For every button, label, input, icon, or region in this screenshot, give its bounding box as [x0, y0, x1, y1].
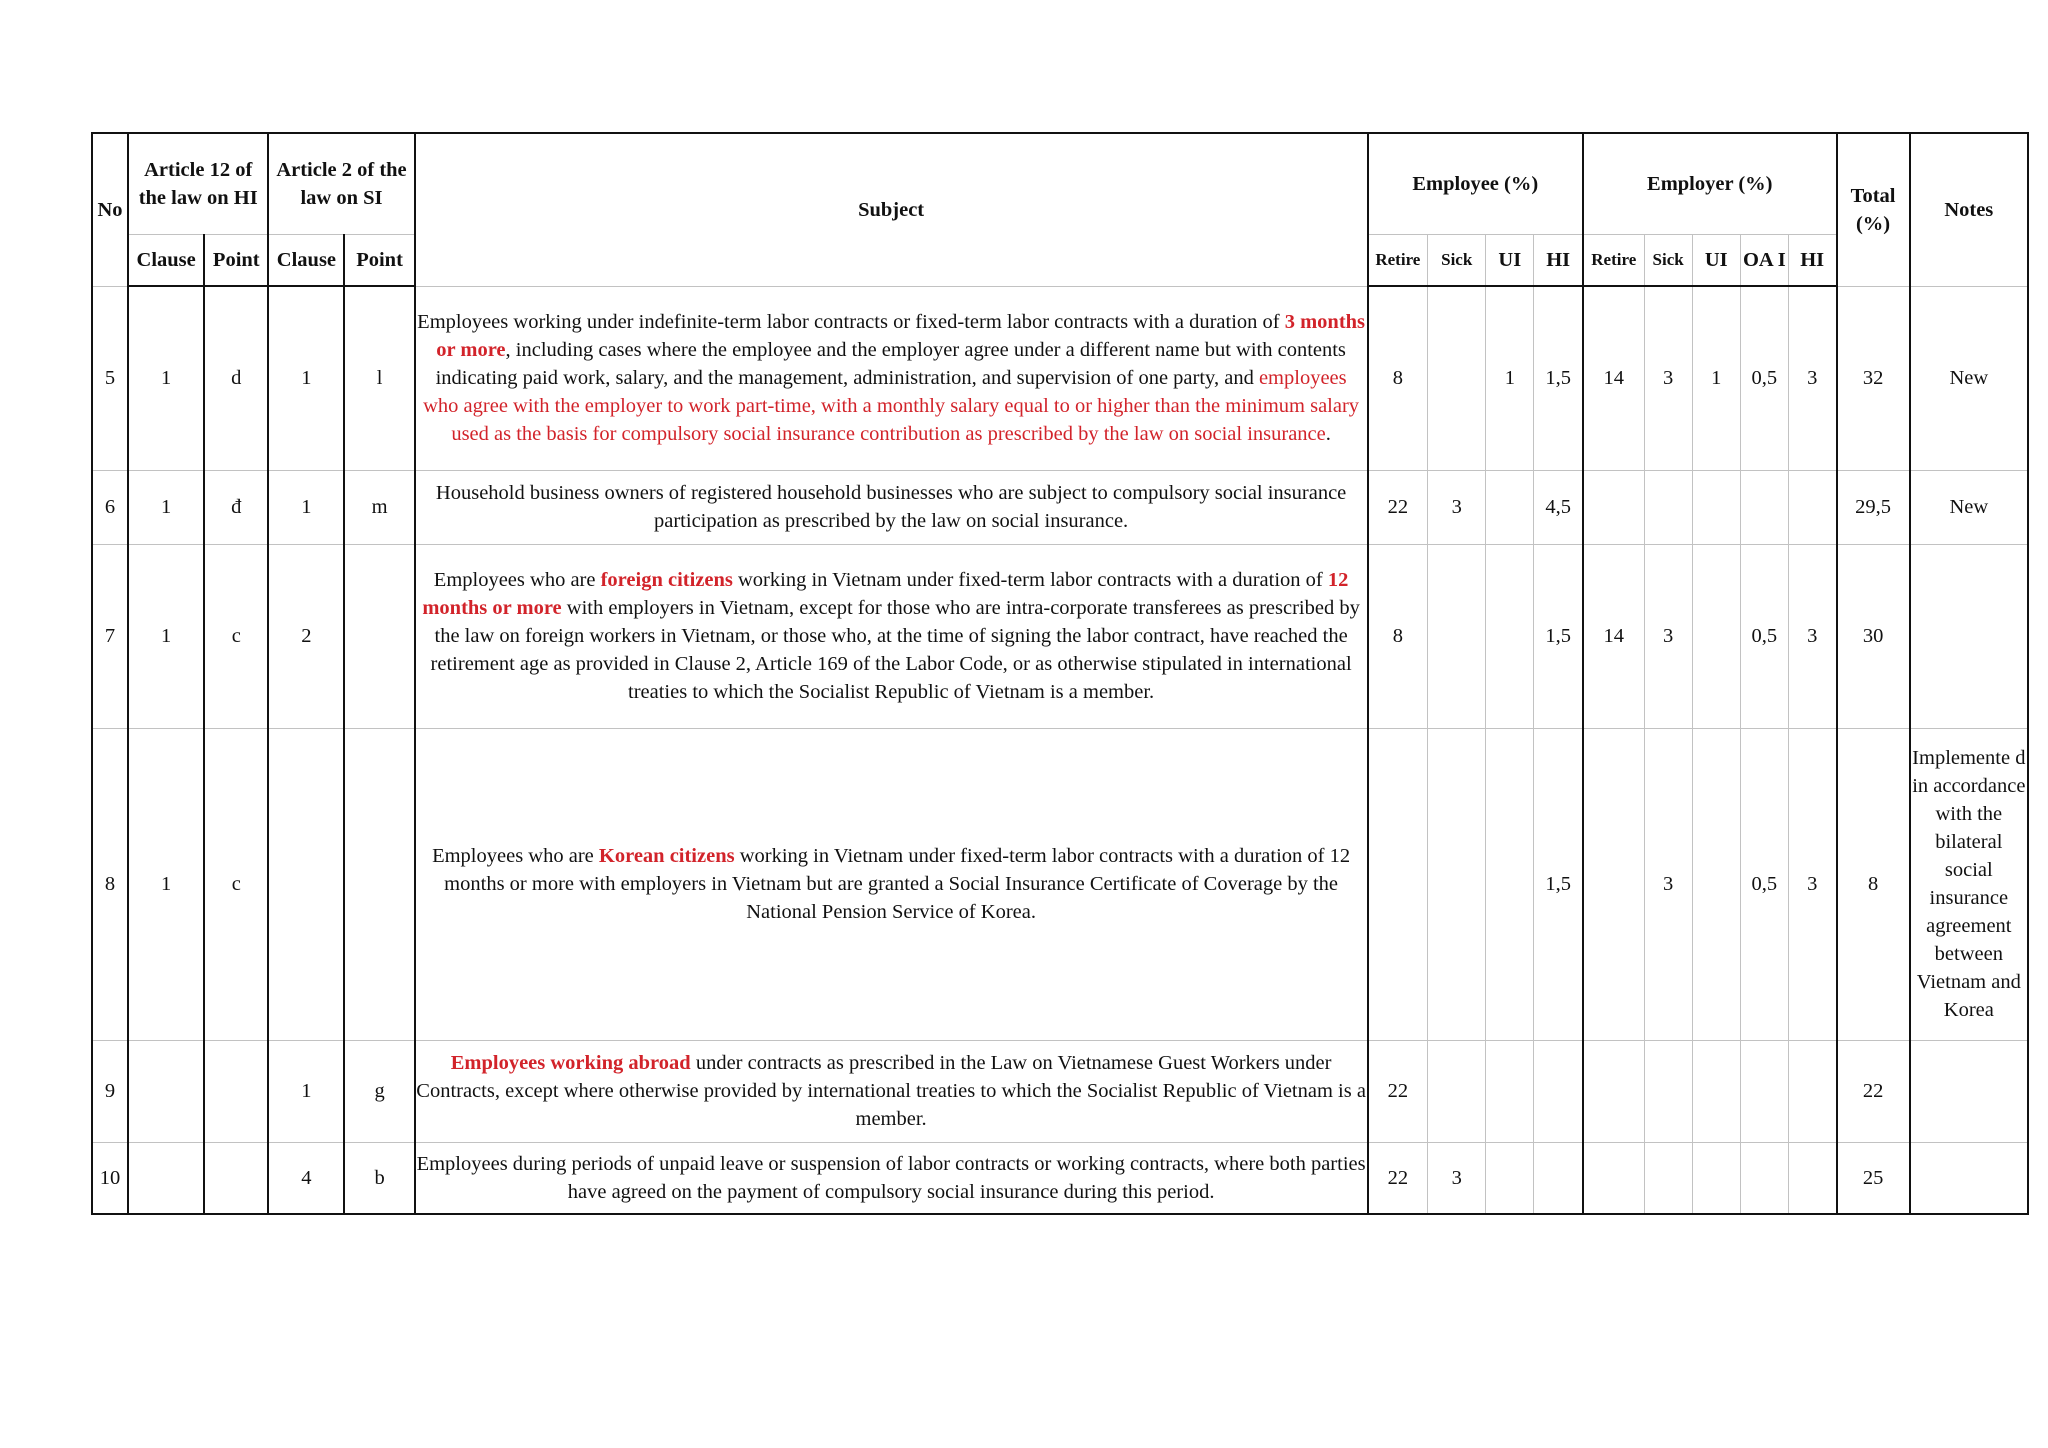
cell-ee-hi — [1534, 1040, 1583, 1142]
cell-er-retire — [1583, 1142, 1644, 1214]
header-no: No — [92, 133, 128, 286]
cell-ee-retire: 8 — [1368, 544, 1428, 728]
cell-ee-retire: 22 — [1368, 1040, 1428, 1142]
cell-ee-sick: 3 — [1428, 470, 1486, 544]
table-body — [92, 286, 2028, 1214]
cell-er-oai — [1740, 470, 1788, 544]
cell-no: 5 — [92, 286, 128, 470]
cell-subject — [415, 470, 1368, 544]
cell-si-point: l — [344, 286, 414, 470]
cell-ee-ui — [1486, 728, 1534, 1040]
cell-ee-ui: 1 — [1486, 286, 1534, 470]
subject-segment: Employees who are — [433, 569, 601, 591]
header-ee-hi: HI — [1534, 235, 1583, 287]
header-si-point: Point — [344, 235, 414, 287]
cell-er-hi: 3 — [1788, 286, 1836, 470]
subject-segment: employees who agree with the employer to work part-time, with a monthly salary equal to or higher than the minimum salary used as the basis for compulsory social insurance contribution as prescribed by the law on social insurance — [423, 367, 1360, 445]
cell-si-clause: 1 — [268, 1040, 344, 1142]
header-ee-sick: Sick — [1428, 235, 1486, 287]
cell-si-point — [344, 544, 414, 728]
table-row — [92, 728, 2028, 1040]
cell-subject — [415, 1142, 1368, 1214]
cell-ee-sick: 3 — [1428, 1142, 1486, 1214]
cell-si-point — [344, 728, 414, 1040]
cell-notes — [1910, 544, 2028, 728]
cell-hi-clause: 1 — [128, 544, 204, 728]
cell-hi-clause: 1 — [128, 470, 204, 544]
cell-hi-point: c — [204, 544, 268, 728]
subject-segment: under contracts as prescribed in the Law on Vietnamese Guest Workers under Contracts, except where otherwise provided by international treaties to which the Socialist Republic of Vietnam is a member. — [416, 1052, 1366, 1130]
subject-segment: Employees working abroad — [450, 1052, 691, 1074]
cell-total: 8 — [1837, 728, 1910, 1040]
cell-er-ui — [1692, 544, 1740, 728]
subject-segment: working in Vietnam under fixed-term labor contracts with a duration of 12 months or more with employers in Vietnam but are granted a Social Insurance Certificate of Coverage by the National Pension Service of Korea. — [444, 845, 1351, 923]
cell-er-sick: 3 — [1644, 728, 1692, 1040]
cell-er-ui: 1 — [1692, 286, 1740, 470]
subject-segment: working in Vietnam under fixed-term labor contracts with a duration of — [732, 569, 1328, 591]
cell-subject — [415, 286, 1368, 470]
header-employee: Employee (%) — [1368, 133, 1583, 235]
table-row — [92, 1142, 2028, 1214]
cell-hi-point: c — [204, 728, 268, 1040]
cell-er-hi — [1788, 1142, 1836, 1214]
subject-segment: Employees who are — [432, 845, 599, 867]
table-row — [92, 544, 2028, 728]
cell-si-clause: 4 — [268, 1142, 344, 1214]
subject-segment: Household business owners of registered household businesses who are subject to compulsory social insurance participation as prescribed by the law on social insurance. — [435, 482, 1347, 532]
cell-si-clause: 1 — [268, 470, 344, 544]
header-notes: Notes — [1910, 133, 2028, 286]
header-er-ui: UI — [1692, 235, 1740, 287]
cell-er-retire: 14 — [1583, 544, 1644, 728]
header-si-clause: Clause — [268, 235, 344, 287]
cell-ee-sick — [1428, 728, 1486, 1040]
cell-ee-retire: 22 — [1368, 1142, 1428, 1214]
header-total: Total (%) — [1837, 133, 1910, 286]
cell-er-sick — [1644, 1142, 1692, 1214]
header-hi-article: Article 12 of the law on HI — [128, 133, 268, 235]
cell-si-point: b — [344, 1142, 414, 1214]
cell-ee-ui — [1486, 544, 1534, 728]
cell-er-retire — [1583, 470, 1644, 544]
cell-er-sick — [1644, 1040, 1692, 1142]
subject-segment: 3 months or more — [436, 311, 1366, 361]
cell-no: 6 — [92, 470, 128, 544]
header-subject: Subject — [415, 133, 1368, 286]
cell-er-retire — [1583, 728, 1644, 1040]
cell-hi-point — [204, 1142, 268, 1214]
cell-er-sick: 3 — [1644, 544, 1692, 728]
header-si-article: Article 2 of the law on SI — [268, 133, 414, 235]
cell-si-clause: 1 — [268, 286, 344, 470]
cell-total: 22 — [1837, 1040, 1910, 1142]
cell-subject — [415, 544, 1368, 728]
cell-ee-hi: 4,5 — [1534, 470, 1583, 544]
header-er-retire: Retire — [1583, 235, 1644, 287]
cell-er-retire — [1583, 1040, 1644, 1142]
cell-si-point: m — [344, 470, 414, 544]
cell-ee-hi — [1534, 1142, 1583, 1214]
cell-er-sick: 3 — [1644, 286, 1692, 470]
subject-segment: with employers in Vietnam, except for those who are intra-corporate transferees as prescribed by the law on foreign workers in Vietnam, or those who, at the time of signing the labor contract, have reached the retirement age as provided in Clause 2, Article 169 of the Labor Code, or as otherwise stipulated in international treaties to which the Socialist Republic of Vietnam is a member. — [430, 597, 1360, 703]
cell-hi-point: đ — [204, 470, 268, 544]
cell-hi-clause: 1 — [128, 728, 204, 1040]
header-er-sick: Sick — [1644, 235, 1692, 287]
cell-ee-retire: 22 — [1368, 470, 1428, 544]
cell-notes: New — [1910, 470, 2028, 544]
cell-ee-retire — [1368, 728, 1428, 1040]
cell-no: 7 — [92, 544, 128, 728]
cell-notes: Implemente d in accordance with the bilateral social insurance agreement between Vietnam and Korea — [1910, 728, 2028, 1040]
cell-er-hi — [1788, 1040, 1836, 1142]
cell-ee-sick — [1428, 544, 1486, 728]
cell-er-retire: 14 — [1583, 286, 1644, 470]
cell-hi-point: d — [204, 286, 268, 470]
cell-er-oai: 0,5 — [1740, 286, 1788, 470]
cell-si-clause — [268, 728, 344, 1040]
cell-hi-clause — [128, 1040, 204, 1142]
cell-no: 9 — [92, 1040, 128, 1142]
cell-er-oai — [1740, 1040, 1788, 1142]
cell-ee-hi: 1,5 — [1534, 286, 1583, 470]
cell-ee-ui — [1486, 1040, 1534, 1142]
header-er-hi: HI — [1788, 235, 1836, 287]
cell-ee-ui — [1486, 1142, 1534, 1214]
subject-segment: Employees working under indefinite-term labor contracts or fixed-term labor contracts with a duration of — [417, 311, 1285, 333]
subject-segment: Employees during periods of unpaid leave or suspension of labor contracts or working contracts, where both parties have agreed on the payment of compulsory social insurance during this period. — [416, 1152, 1366, 1203]
cell-subject — [415, 1040, 1368, 1142]
cell-hi-clause: 1 — [128, 286, 204, 470]
cell-ee-hi: 1,5 — [1534, 544, 1583, 728]
header-hi-clause: Clause — [128, 235, 204, 287]
subject-segment: , including cases where the employee and the employer agree under a different name but with contents indicating paid work, salary, and the management, administration, and supervision of one party, and — [435, 339, 1346, 389]
table-row — [92, 1040, 2028, 1142]
table-row — [92, 286, 2028, 470]
header-employer: Employer (%) — [1583, 133, 1837, 235]
cell-ee-sick — [1428, 286, 1486, 470]
cell-ee-sick — [1428, 1040, 1486, 1142]
cell-er-ui — [1692, 728, 1740, 1040]
table-row — [92, 470, 2028, 544]
cell-er-oai — [1740, 1142, 1788, 1214]
cell-ee-hi: 1,5 — [1534, 728, 1583, 1040]
cell-no: 8 — [92, 728, 128, 1040]
subject-segment: . — [1325, 423, 1331, 445]
cell-ee-ui — [1486, 470, 1534, 544]
cell-no: 10 — [92, 1142, 128, 1214]
cell-ee-retire: 8 — [1368, 286, 1428, 470]
cell-notes: New — [1910, 286, 2028, 470]
header-hi-point: Point — [204, 235, 268, 287]
cell-si-point: g — [344, 1040, 414, 1142]
cell-er-hi: 3 — [1788, 544, 1836, 728]
subject-segment: 12 months or more — [422, 569, 1349, 619]
subject-segment: Korean citizens — [598, 845, 735, 867]
cell-total: 29,5 — [1837, 470, 1910, 544]
cell-er-hi — [1788, 470, 1836, 544]
cell-notes — [1910, 1142, 2028, 1214]
header-er-oai: OA I — [1740, 235, 1788, 287]
cell-er-hi: 3 — [1788, 728, 1836, 1040]
subject-segment: foreign citizens — [600, 569, 733, 591]
cell-er-sick — [1644, 470, 1692, 544]
cell-er-oai: 0,5 — [1740, 728, 1788, 1040]
cell-hi-point — [204, 1040, 268, 1142]
header-ee-retire: Retire — [1368, 235, 1428, 287]
cell-total: 25 — [1837, 1142, 1910, 1214]
cell-hi-clause — [128, 1142, 204, 1214]
cell-er-ui — [1692, 470, 1740, 544]
cell-subject — [415, 728, 1368, 1040]
cell-er-oai: 0,5 — [1740, 544, 1788, 728]
cell-total: 32 — [1837, 286, 1910, 470]
cell-total: 30 — [1837, 544, 1910, 728]
cell-si-clause: 2 — [268, 544, 344, 728]
header-ee-ui: UI — [1486, 235, 1534, 287]
cell-er-ui — [1692, 1142, 1740, 1214]
cell-er-ui — [1692, 1040, 1740, 1142]
insurance-contribution-table — [91, 132, 2029, 1215]
cell-notes — [1910, 1040, 2028, 1142]
